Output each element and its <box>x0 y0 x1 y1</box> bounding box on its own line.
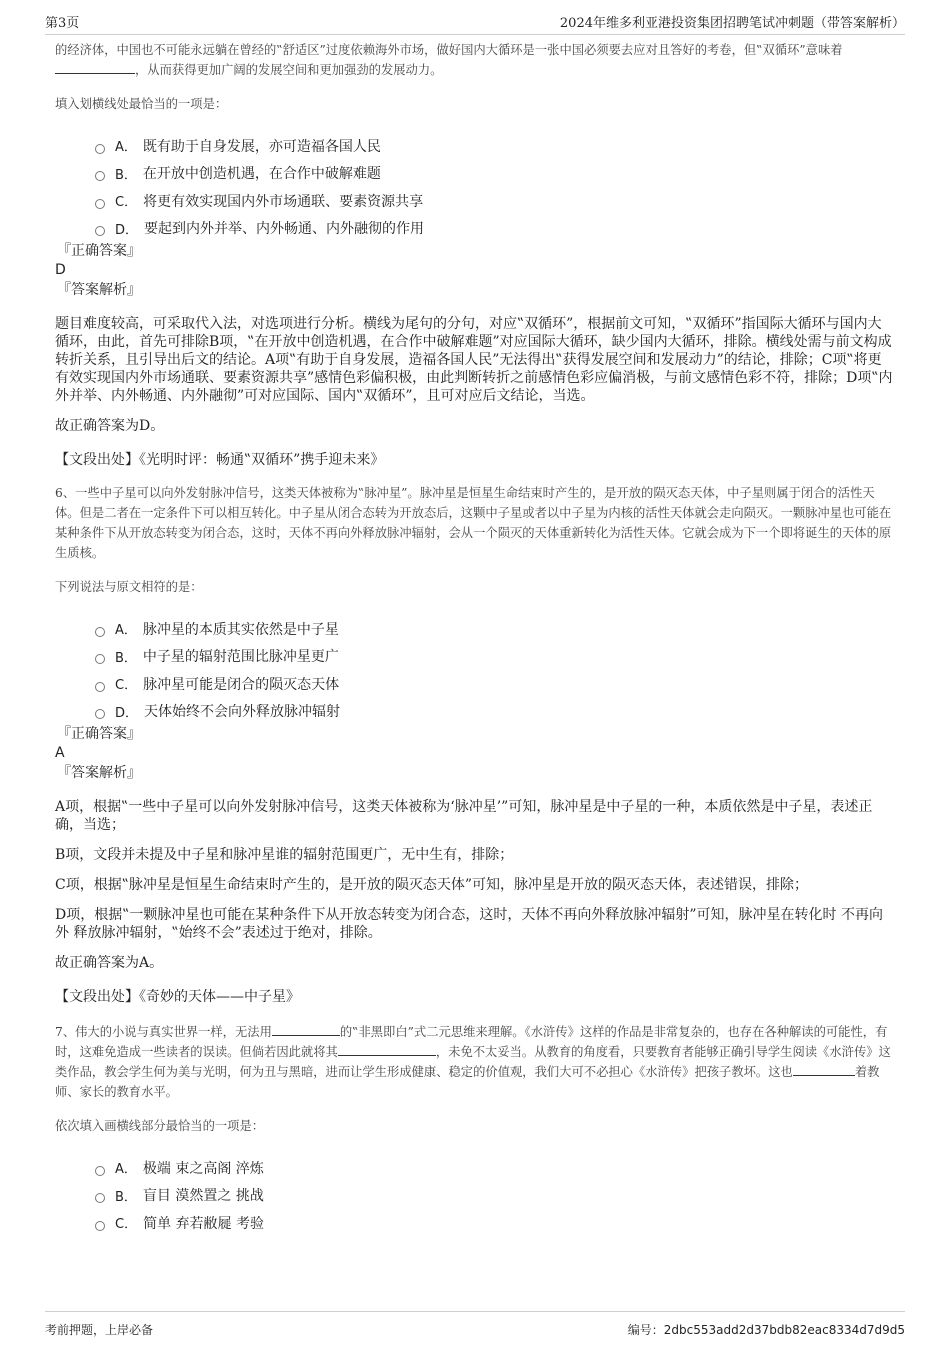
answer-title: 『正确答案』 <box>57 726 141 742</box>
radio-icon[interactable] <box>95 627 105 637</box>
text-source: 【文段出处】《光明时评：畅通‟双循环”携手迎未来》 <box>55 452 385 468</box>
question-7-text-seg2: 的‟非黑即白”式二元思维来理解。《水浒传》这样的作品是非常复杂的，也存在各种解读的可能性，有时，这难免造成一些读者的误读。但倘若因此就将其 <box>55 1025 888 1059</box>
radio-icon[interactable] <box>95 144 105 154</box>
question-5-text-part1: 的经济体，中国也不可能永远躺在曾经的‟舒适区”过度依赖海外市场，做好国内大循环是一张中国必须要去应对且答好的考卷，但‟双循环”意味着 <box>55 43 843 57</box>
analysis-paragraph: D项，根据‟一颗脉冲星也可能在某种条件下从开放态转变为闭合态，这时，天体不再向外释放脉冲辐射”可知，脉冲星在转化时 不再向外 释放脉冲辐射，‟始终不会”表述过于绝对，排除。 <box>55 907 883 941</box>
option-d[interactable] <box>95 215 895 243</box>
analysis-paragraph: C项，根据‟脉冲星是恒星生命结束时产生的，是开放的陨灭态天体”可知，脉冲星是开放的陨灭态天体，表述错误，排除； <box>55 877 809 893</box>
option-b[interactable] <box>95 1182 895 1210</box>
option-key: A． <box>115 140 137 156</box>
option-text: 脉冲星的本质其实依然是中子星 <box>142 621 339 638</box>
radio-icon[interactable] <box>95 1166 105 1176</box>
radio-icon[interactable] <box>95 682 105 692</box>
analysis-conclusion: 故正确答案为D。 <box>55 418 165 434</box>
option-c[interactable] <box>95 1209 895 1237</box>
radio-icon[interactable] <box>95 1193 105 1203</box>
option-key: B． <box>115 650 137 666</box>
question-6-options <box>95 615 895 725</box>
text-source: 【文段出处】《奇妙的天体——中子星》 <box>55 989 300 1005</box>
correct-answer: A <box>55 745 65 761</box>
fill-blank <box>55 61 135 74</box>
analysis-title: 『答案解析』 <box>57 765 141 781</box>
option-text: 将更有效实现国内外市场通联、要素资源共享 <box>143 193 424 210</box>
fill-blank <box>793 1063 855 1076</box>
option-b[interactable] <box>95 643 895 671</box>
option-text: 要起到内外并举、内外畅通、内外融彻的作用 <box>144 221 425 238</box>
page-footer <box>45 1311 905 1338</box>
code-label: 编号： <box>627 1323 664 1337</box>
fill-blank <box>272 1023 340 1036</box>
option-key: C． <box>115 195 138 211</box>
option-text: 简单 弃若敝屣 考验 <box>143 1215 264 1232</box>
option-text: 盲目 漠然置之 挑战 <box>142 1188 264 1205</box>
answer-analysis <box>55 315 895 435</box>
analysis-paragraph: B项，文段并未提及中子星和脉冲星谁的辐射范围更广，无中生有，排除； <box>55 847 514 863</box>
option-key: A． <box>115 1162 137 1178</box>
question-5-prompt: 填入划横线处最恰当的一项是： <box>55 97 228 111</box>
question-7-text-seg4: 着教师、家长的教育水平。 <box>55 1065 880 1099</box>
option-text: 在开放中创造机遇，在合作中破解难题 <box>142 166 381 183</box>
question-6-prompt: 下列说法与原文相符的是： <box>55 580 203 594</box>
radio-icon[interactable] <box>95 654 105 664</box>
option-c[interactable] <box>95 187 895 215</box>
radio-icon[interactable] <box>95 709 105 719</box>
option-key: B． <box>115 1189 137 1205</box>
option-text: 既有助于自身发展，亦可造福各国人民 <box>142 138 381 155</box>
radio-icon[interactable] <box>95 226 105 236</box>
page-number: 第3页 <box>45 16 80 31</box>
option-key: C． <box>115 678 138 694</box>
document-code <box>628 1321 905 1338</box>
question-6 <box>55 483 895 1006</box>
question-5-text-part2: ，从而获得更加广阔的发展空间和更加强劲的发展动力。 <box>135 63 443 77</box>
question-5-text <box>55 40 895 80</box>
analysis-conclusion: 故正确答案为A。 <box>55 955 164 971</box>
option-b[interactable] <box>95 160 895 188</box>
question-7-prompt: 依次填入画横线部分最恰当的一项是： <box>55 1119 265 1133</box>
code-value: 2dbc553add2d37bdb82eac8334d7d9d5 <box>663 1323 905 1337</box>
question-7-text-seg1: 7、伟大的小说与真实世界一样，无法用 <box>55 1025 272 1039</box>
option-a[interactable] <box>95 1154 895 1182</box>
question-7-text <box>55 1022 895 1102</box>
option-c[interactable] <box>95 670 895 698</box>
answer-title: 『正确答案』 <box>57 243 141 259</box>
question-7-text-seg3: ，未免不太妥当。从教育的角度看，只要教育者能够正确引导学生阅读《水浒传》这类作品，教会学生何为美与光明，何为丑与黑暗，进而让学生形成健康、稳定的价值观，我们大可不必担心《水浒传》把孩子教坏。这也 <box>55 1045 891 1079</box>
answer-analysis <box>55 798 895 972</box>
option-key: C． <box>115 1217 138 1233</box>
document-title: 2024年维多利亚港投资集团招聘笔试冲刺题（带答案解析） <box>559 16 905 31</box>
option-key: B． <box>115 167 137 183</box>
option-text: 中子星的辐射范围比脉冲星更广 <box>142 649 339 666</box>
option-key: D． <box>115 222 139 238</box>
footer-slogan: 考前押题，上岸必备 <box>45 1323 154 1337</box>
question-7 <box>55 1022 895 1237</box>
radio-icon[interactable] <box>95 1221 105 1231</box>
question-5-options <box>95 132 895 242</box>
option-text: 天体始终不会向外释放脉冲辐射 <box>144 704 341 721</box>
question-5 <box>55 40 895 469</box>
option-text: 极端 束之高阁 淬炼 <box>142 1160 264 1177</box>
page-content <box>55 40 895 1237</box>
question-7-options <box>95 1154 895 1237</box>
option-key: A． <box>115 623 137 639</box>
correct-answer: D <box>55 262 66 278</box>
page-header <box>45 12 905 35</box>
question-6-text: 6、一些中子星可以向外发射脉冲信号，这类天体被称为‟脉冲星”。脉冲星是恒星生命结束时产生的，是开放的陨灭态天体，中子星则属于闭合的活性天体。但是二者在一定条件下可以相互转化。中子星从闭合态转为开放态后，这颗中子星或者以中子星为内核的活性天体就会走向陨灭。一颗脉冲星也可能在某种条件下从开放态转变为闭合态，这时，天体不再向外释放脉冲辐射，会从一个陨灭的天体重新转化为活性天体。它就会成为下一个即将诞生的天体的原生质核。 <box>55 486 892 560</box>
radio-icon[interactable] <box>95 199 105 209</box>
radio-icon[interactable] <box>95 171 105 181</box>
analysis-paragraph: A项，根据‟一些中子星可以向外发射脉冲信号，这类天体被称为‘脉冲星’”可知，脉冲星是中子星的一种，本质依然是中子星，表述正确，当选； <box>55 799 873 833</box>
analysis-title: 『答案解析』 <box>57 282 141 298</box>
option-text: 脉冲星可能是闭合的陨灭态天体 <box>143 676 340 693</box>
option-a[interactable] <box>95 615 895 643</box>
option-d[interactable] <box>95 698 895 726</box>
fill-blank <box>338 1043 436 1056</box>
analysis-paragraph: 题目难度较高，可采取代入法，对选项进行分析。横线为尾句的分句，对应‟双循环”，根据前文可知，‟双循环”指国际大循环与国内大循环，由此，首先可排除B项，‟在开放中创造机遇，在合作中破解难题”对应国际大循环，缺少国内大循环，排除。横线处需与前文构成转折关系，且引导出后文的结论。A项‟有助于自身发展，造福各国人民”无法得出‟获得发展空间和发展动力”的结论，排除；C项‟将更有效实现国内外市场通联、要素资源共享”感情色彩偏积极，由此判断转折之前感情色彩应偏消极，与前文感情色彩不符，排除；D项‟内外并举、内外畅通、内外融彻”可对应国际、国内‟双循环”，且可对应后文结论，当选。 <box>55 316 893 404</box>
option-a[interactable] <box>95 132 895 160</box>
option-key: D． <box>115 705 139 721</box>
